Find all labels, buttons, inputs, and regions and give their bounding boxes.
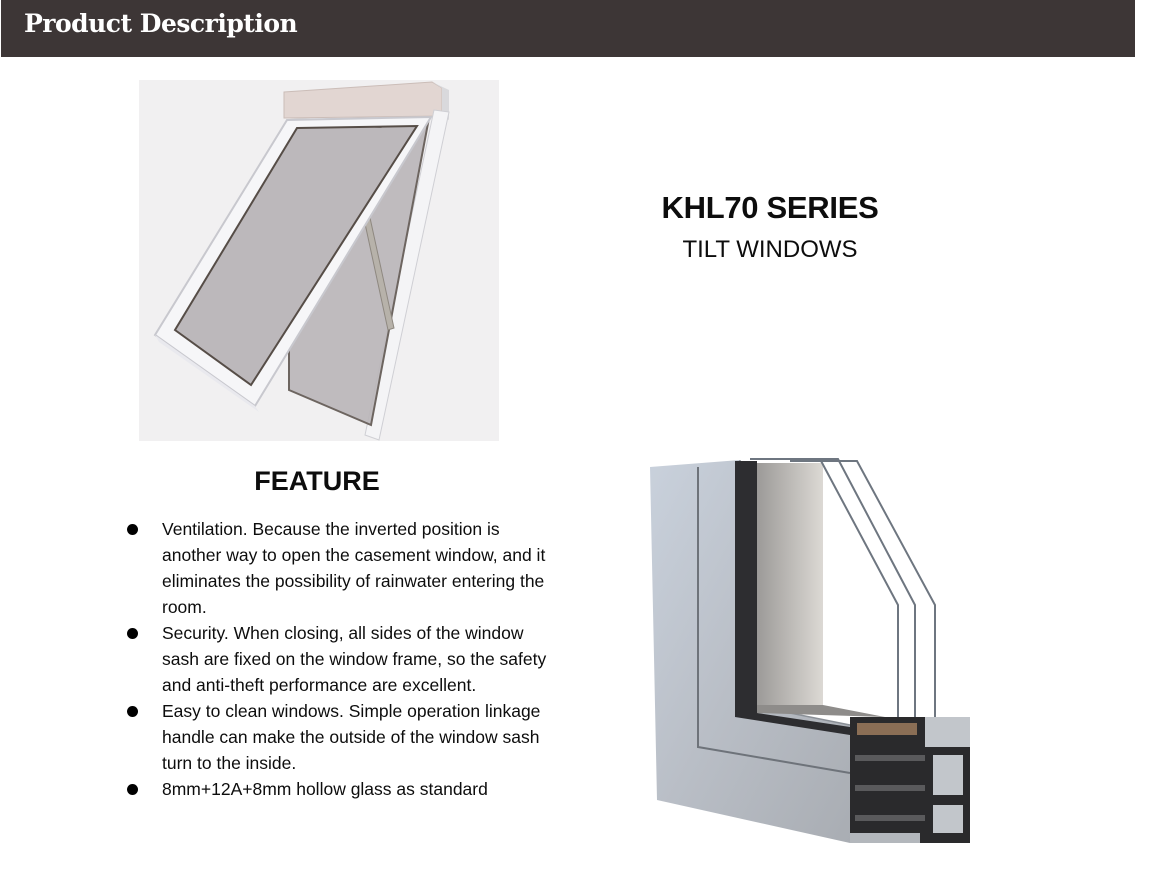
series-subtitle: TILT WINDOWS — [682, 236, 858, 263]
tilt-window-icon — [139, 80, 499, 441]
page-title: Product Description — [24, 9, 298, 38]
tilt-window-photo — [139, 80, 499, 441]
feature-heading: FEATURE — [254, 466, 380, 496]
bullet-icon — [127, 706, 138, 717]
bullet-icon — [127, 524, 138, 535]
series-title: KHL70 SERIES — [661, 190, 879, 225]
feature-item-glass — [120, 776, 560, 802]
profile-cross-section-icon — [645, 455, 975, 847]
feature-item-security — [120, 620, 560, 698]
feature-text: Easy to clean windows. Simple operation linkage handle can make the outside of the window sash turn to the inside. — [162, 701, 541, 773]
header-bar — [1, 0, 1135, 57]
feature-text: Security. When closing, all sides of the window sash are fixed on the window frame, so the safety and anti-theft performance are excellent. — [162, 623, 547, 695]
feature-item-ventilation — [120, 516, 560, 620]
feature-list — [120, 516, 560, 802]
feature-text: Ventilation. Because the inverted position is another way to open the casement window, and it eliminates the possibility of rainwater entering the room. — [162, 519, 546, 617]
bullet-icon — [127, 784, 138, 795]
feature-text: 8mm+12A+8mm hollow glass as standard — [162, 779, 488, 799]
window-profile-cross-section-photo — [645, 455, 975, 847]
feature-item-easy-clean — [120, 698, 560, 776]
bullet-icon — [127, 628, 138, 639]
